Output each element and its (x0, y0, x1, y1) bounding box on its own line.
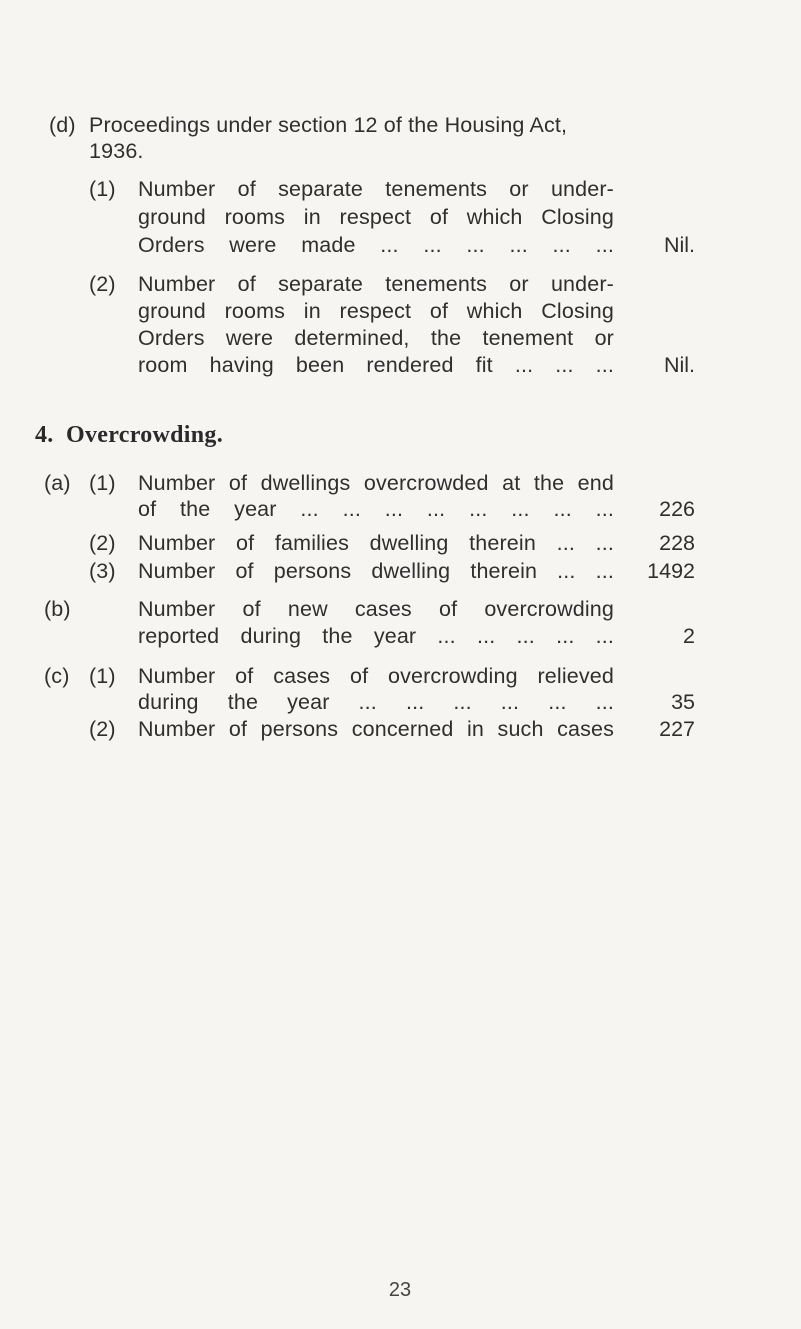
section-a-label: (a) (44, 471, 71, 495)
item-d2-line1: Number of separate tenements or under- (138, 272, 614, 296)
item-b-line2: reported during the year ... ... ... ... ... (138, 624, 614, 648)
section-d-title-line2: 1936. (89, 139, 144, 163)
item-d1-label: (1) (89, 177, 116, 201)
item-d2-line3: Orders were determined, the tenement or (138, 326, 614, 350)
item-b-line1: Number of new cases of overcrowding (138, 597, 614, 621)
page-number: 23 (388, 1279, 412, 1301)
item-d1-line1: Number of separate tenements or under- (138, 177, 614, 201)
item-c1-label: (1) (89, 664, 116, 688)
item-d2-label: (2) (89, 272, 116, 296)
item-a1-label: (1) (89, 471, 116, 495)
item-a1-value: 226 (659, 497, 695, 521)
item-c1-line2: during the year ... ... ... ... ... ... (138, 690, 614, 714)
item-a2-value: 228 (659, 531, 695, 555)
item-c2-line1: Number of persons concerned in such cases (138, 717, 614, 741)
item-d1-value: Nil. (663, 233, 695, 257)
section-4-heading: Overcrowding. (66, 422, 224, 448)
item-c1-value: 35 (671, 690, 695, 714)
item-a2-label: (2) (89, 531, 116, 555)
item-a1-line2: of the year ... ... ... ... ... ... ... ... (138, 497, 614, 521)
item-d1-line3: Orders were made ... ... ... ... ... ... (138, 233, 614, 257)
item-a3-value: 1492 (647, 559, 695, 583)
item-d2-line4: room having been rendered fit ... ... ... (138, 353, 614, 377)
item-a1-line1: Number of dwellings overcrowded at the end (138, 471, 614, 495)
section-c-label: (c) (44, 664, 70, 688)
item-a3-label: (3) (89, 559, 116, 583)
item-c2-value: 227 (659, 717, 695, 741)
section-4-number: 4. (35, 422, 54, 448)
item-c1-line1: Number of cases of overcrowding relieved (138, 664, 614, 688)
section-d-title-line1: Proceedings under section 12 of the Housing Act, (89, 113, 568, 137)
item-b-value: 2 (683, 624, 695, 648)
section-b-label: (b) (44, 597, 71, 621)
item-c2-label: (2) (89, 717, 116, 741)
item-d1-line2: ground rooms in respect of which Closing (138, 205, 614, 229)
item-d2-line2: ground rooms in respect of which Closing (138, 299, 614, 323)
item-a3-line1: Number of persons dwelling therein ... ... (138, 559, 614, 583)
item-d2-value: Nil. (663, 353, 695, 377)
item-a2-line1: Number of families dwelling therein ... ... (138, 531, 614, 555)
section-d-label: (d) (49, 113, 76, 137)
